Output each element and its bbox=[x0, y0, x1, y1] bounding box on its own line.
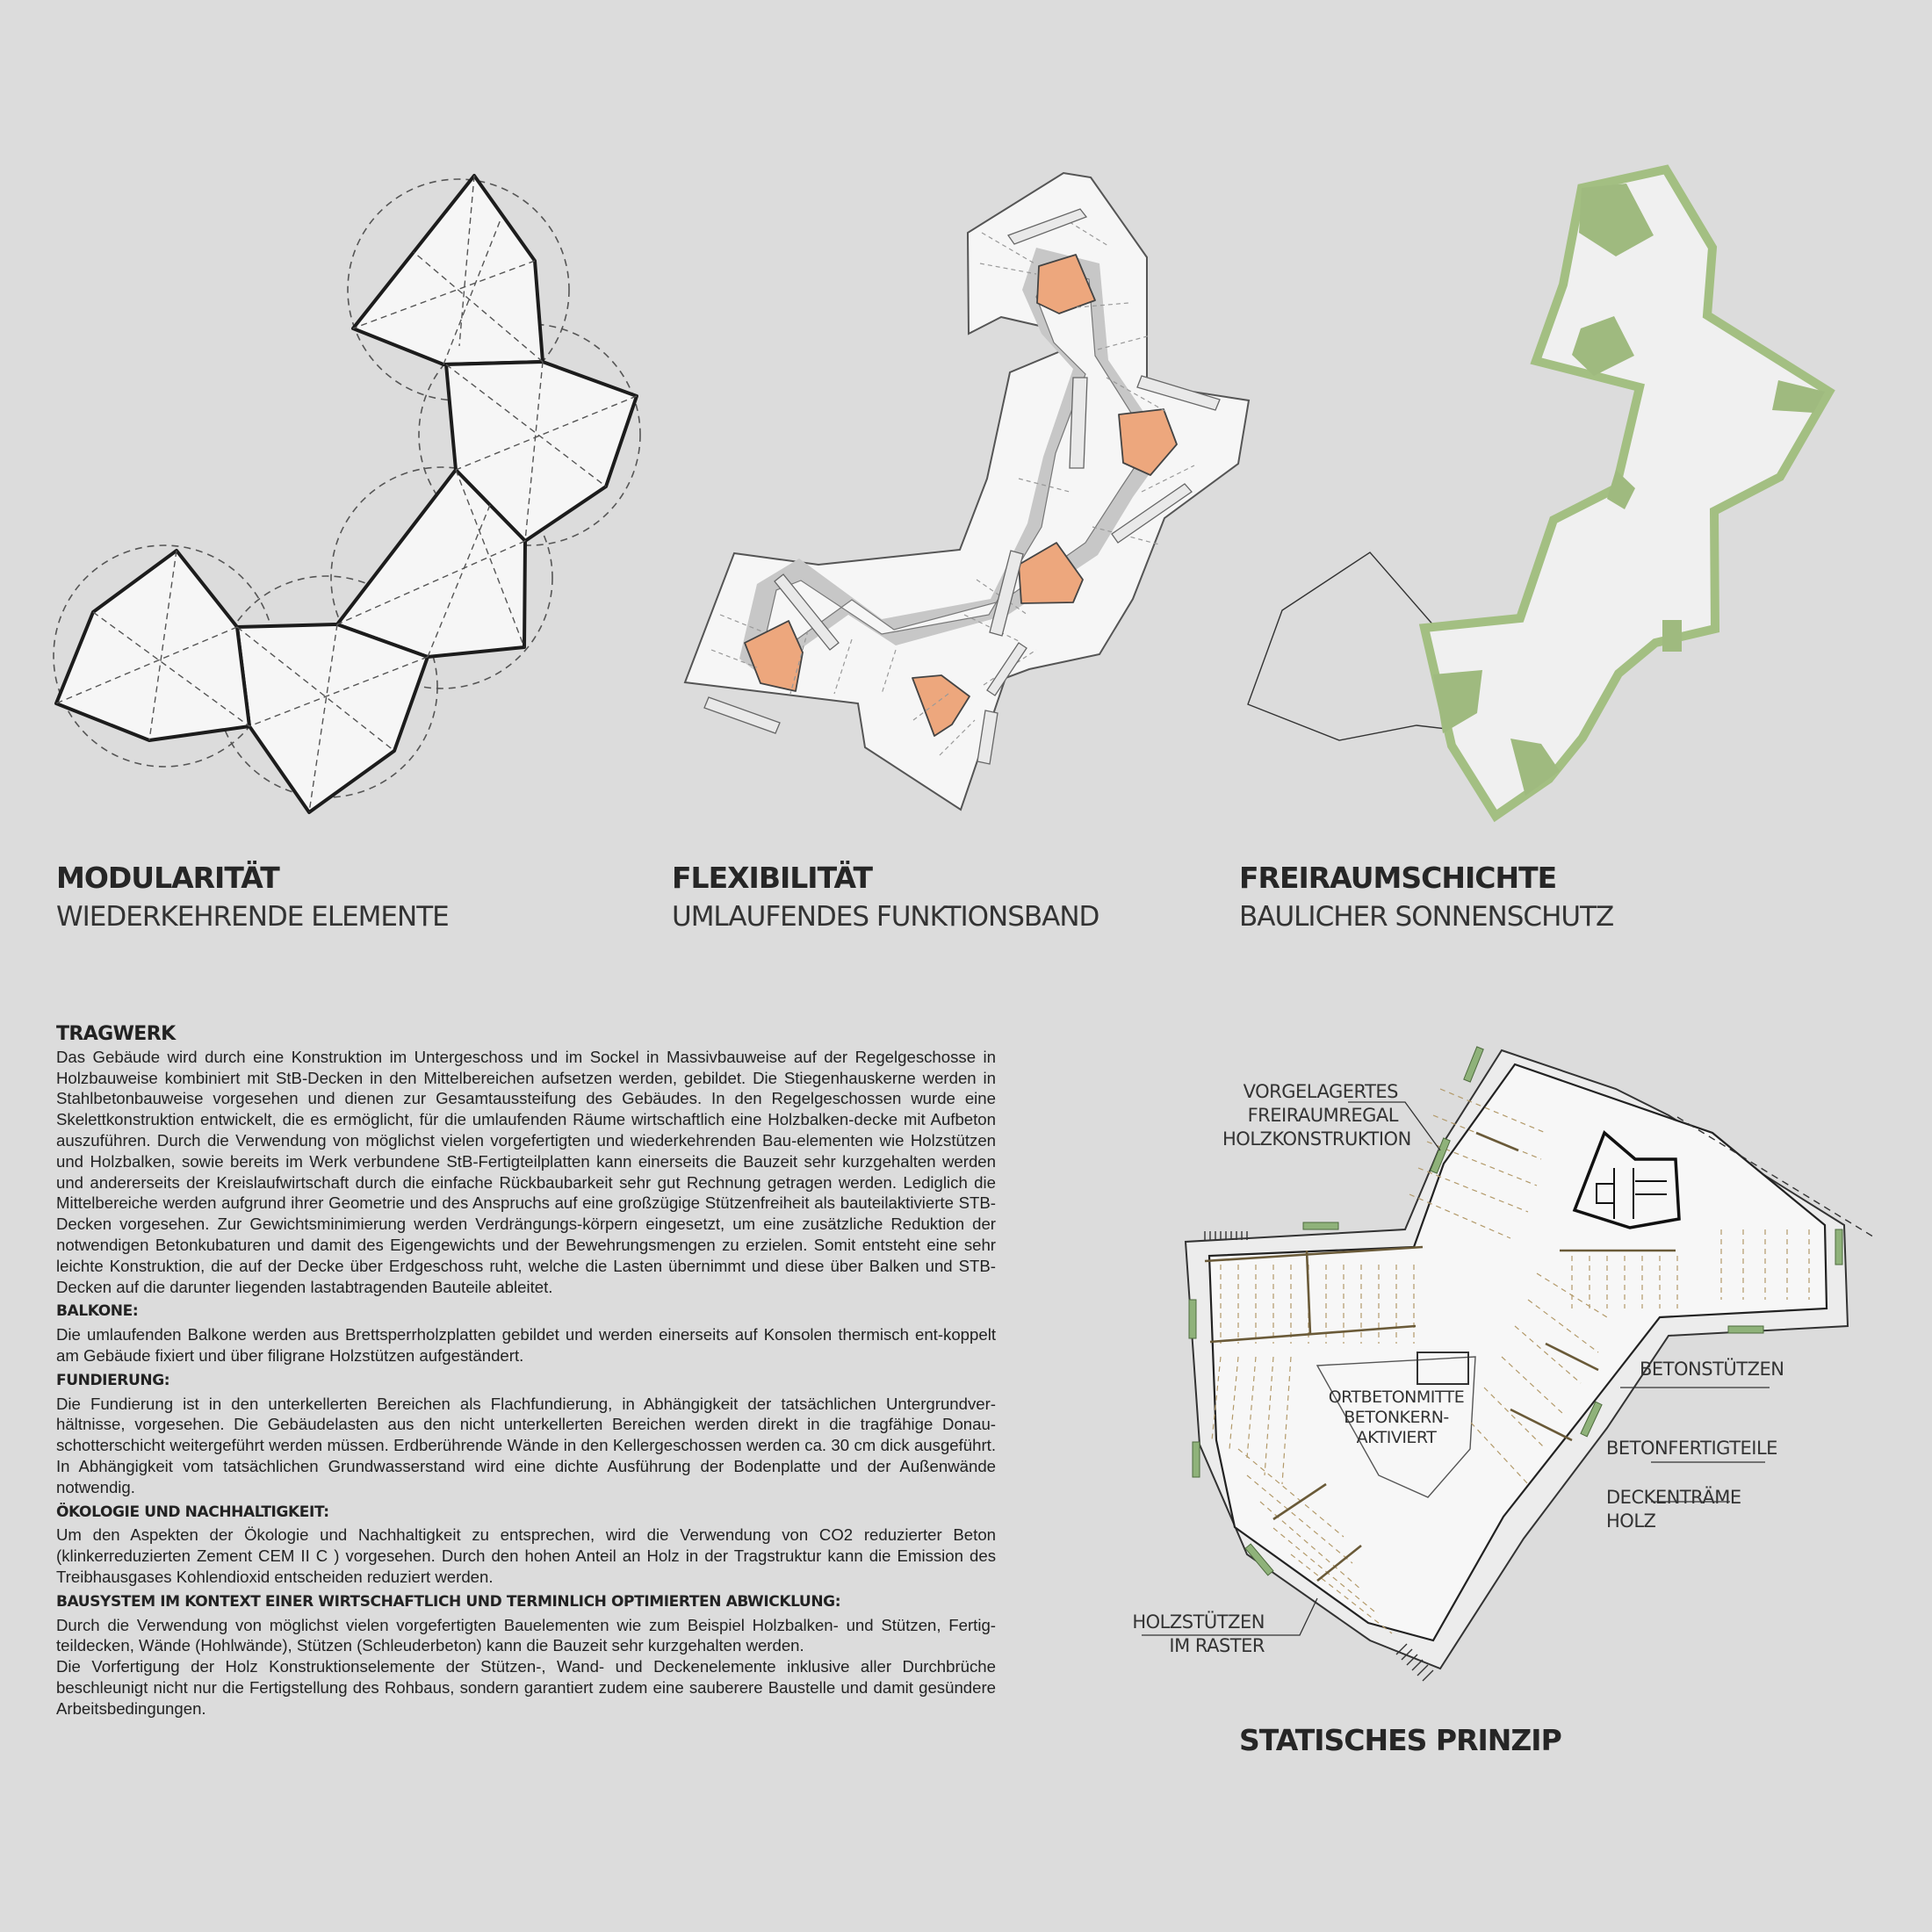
section-body-balkone: Die umlaufenden Balkone werden aus Brettsperrholzplatten gebildet und werden einerseits auf Konsolen thermisch ent-koppelt am Gebäude fixiert und über filigrane Holzstützen aufgeständert. bbox=[56, 1325, 996, 1365]
section-heading-bausystem: BAUSYSTEM IM KONTEXT EINER WIRTSCHAFTLICH UND TERMINLICH OPTIMIERTEN ABWICKLUNG: bbox=[56, 1592, 841, 1611]
section-body-bausystem: Durch die Verwendung von möglichst vielen vorgefertigten Bauelementen wie zum Beispiel Holzbalken- und Stützen, Fertig-teildecken, Wände (Hohlwände), Stützen (Schleuderbeton) kann die Bauzeit sehr kurzgehalten werden. bbox=[56, 1615, 996, 1655]
section-heading-tragwerk: TRAGWERK bbox=[56, 1023, 176, 1045]
section-heading-fundierung: FUNDIERUNG: bbox=[56, 1371, 170, 1389]
section-heading-oekologie: ÖKOLOGIE UND NACHHALTIGKEIT: bbox=[56, 1503, 329, 1521]
modularity-subtitle: WIEDERKEHRENDE ELEMENTE bbox=[56, 901, 449, 933]
flexibility-diagram bbox=[667, 158, 1265, 825]
section-body-oekologie: Um den Aspekten der Ökologie und Nachhaltigkeit zu entsprechen, wird die Verwendung von CO2 reduzierter Beton (klinkerreduzierten Zement CEM II C ) vorgesehen. Durch den hohen Anteil an Holz in der Tragstruktur kann die Emission des Treibhausgases Kohlendioxid entscheiden reduziert werden. bbox=[56, 1525, 996, 1586]
flexibility-title: FLEXIBILITÄT bbox=[672, 861, 873, 895]
section-body-bausystem-2: Die Vorfertigung der Holz Konstruktionselemente der Stützen-, Wand- und Deckenelemente inklusive aller Durchbrüche beschleunigt nicht nur die Fertigstellung des Rohbaus, sondern garantiert zudem eine sauberere Baustelle und damit gesündere Arbeitsbedingungen. bbox=[56, 1657, 996, 1718]
label-betonstuetzen: BETONSTÜTZEN bbox=[1640, 1359, 1784, 1380]
open-space-subtitle: BAULICHER SONNENSCHUTZ bbox=[1239, 901, 1614, 933]
modularity-diagram bbox=[0, 105, 667, 808]
plan-title: STATISCHES PRINZIP bbox=[1239, 1723, 1561, 1757]
section-heading-balkone: BALKONE: bbox=[56, 1302, 139, 1321]
section-body-tragwerk: Das Gebäude wird durch eine Konstruktion im Untergeschoss und im Sockel in Massivbauweise auf der Regelgeschosse in Holzbauweise kombiniert mit StB-Decken in den Mittelbereichen aufsetzen werden, gebildet. Die Stiegenhauskerne werden in Stahlbetonbauweise vorgesehen und dienen zur Gesamtaussteifung des Gebäudes. In den Regelgeschossen wurde eine Skelettkonstruktion entwickelt, die es ermöglicht, für die umlaufenden Räume wirtschaftlich eine Holzbalken-decke mit Aufbeton auszuführen. Durch die Verwendung von möglichst vielen vorgefertigten und wiederkehrenden Bau-elementen wie Holzstützen und Holzbalken, sowie bereits im Werk verbundene StB-Fertigteilplatten kann einerseits die Bauzeit sehr kurzgehalten werden und andererseits der Kreislaufwirtschaft durch die einfache Rückbaubarkeit sehr gut Rechnung getragen werden. Lediglich die Mittelbereiche werden aufgrund ihrer Geometrie und des Anspruchs auf eine großzügige Stützenfreiheit als bauteilaktivierte STB-Decken vorgesehen. Zur Gewichtsminimierung werden Verdrängungs-körpern eingesetzt, um eine zusätzliche Reduktion der notwendigen Betonkubaturen und damit des Eigengewichts und der Bewehrungsmengen zu erzielen. Somit entsteht eine sehr leichte Konstruktion, die auf der Decke über Erdgeschoss ruht, welche die Lasten übernimmt und diese über Balken und STB-Decken auf die darunter liegenden lastabtragenden Bauteile ableitet. bbox=[56, 1047, 996, 1296]
label-deckentraeme: DECKENTRÄME HOLZ bbox=[1606, 1487, 1741, 1532]
label-regal: VORGELAGERTES FREIRAUMREGAL HOLZKONSTRUKTION bbox=[1222, 1081, 1411, 1150]
modularity-title: MODULARITÄT bbox=[56, 861, 279, 895]
label-ortbetonmitte: ORTBETONMITTE BETONKERN- AKTIVIERT bbox=[1328, 1388, 1465, 1447]
label-holzstuetzen: HOLZSTÜTZEN IM RASTER bbox=[1132, 1611, 1265, 1656]
flexibility-subtitle: UMLAUFENDES FUNKTIONSBAND bbox=[672, 901, 1099, 933]
label-betonfertigteile: BETONFERTIGTEILE bbox=[1606, 1438, 1777, 1459]
open-space-diagram bbox=[1229, 149, 1871, 834]
section-body-fundierung: Die Fundierung ist in den unterkellerten Bereichen als Flachfundierung, in Abhängigkeit der tatsächlichen Untergrundver-hältnisse, vorgesehen. Die Gebäudelasten aus den nicht unterkellerten Bereichen werden direkt in die tragfähige Donau-schotterschicht weitergeführt werden müssen. Erdberührende Wände in den Kellergeschossen werden ca. 30 cm dick ausgeführt. In Abhängigkeit vom tatsächlichen Grundwasserstand wird eine dichte Ausführung der Bodenplatte und der Außenwände notwendig. bbox=[56, 1394, 996, 1496]
open-space-title: FREIRAUMSCHICHTE bbox=[1239, 861, 1557, 895]
description-text bbox=[56, 1024, 996, 1719]
